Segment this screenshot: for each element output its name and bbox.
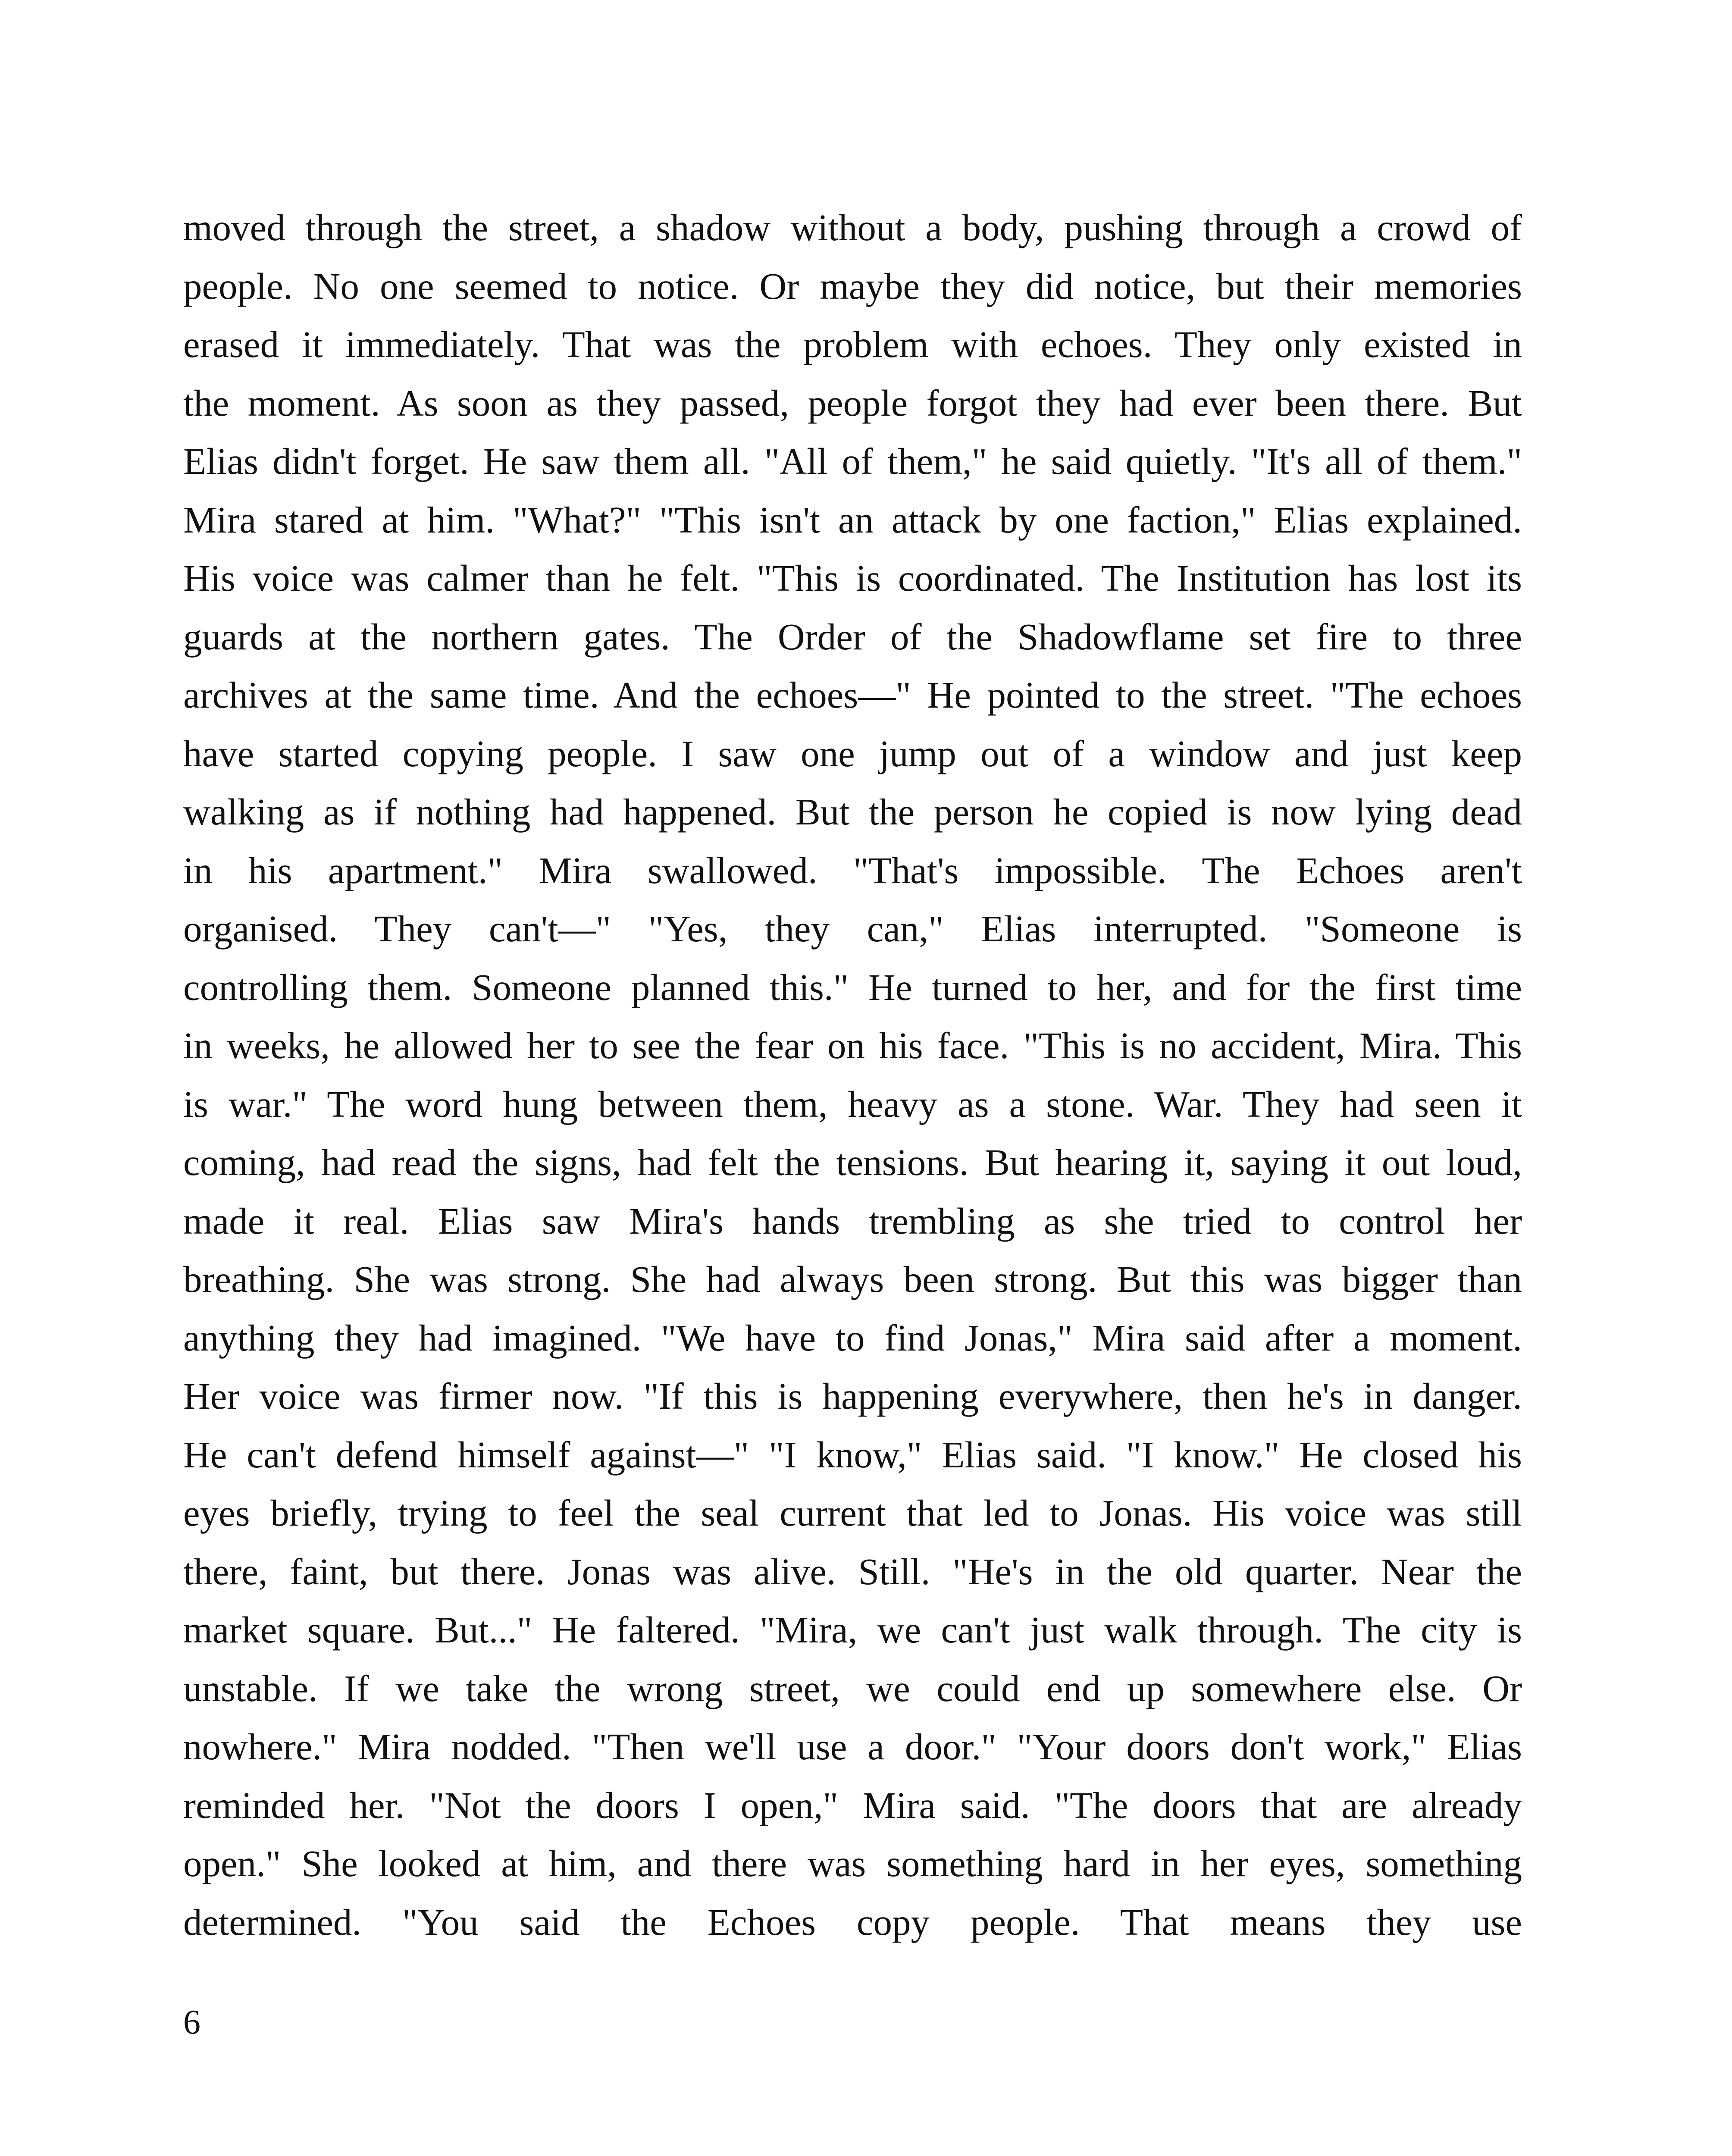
- text-line: there, faint, but there. Jonas was alive. Still. "He's in the old quarter. Near the: [183, 1550, 1522, 1592]
- text-line: open." She looked at him, and there was something hard in her eyes, something: [183, 1843, 1522, 1884]
- text-line: His voice was calmer than he felt. "This is coordinated. The Institution has lost its: [183, 557, 1522, 599]
- text-line: Mira stared at him. "What?" "This isn't an attack by one faction," Elias explained.: [183, 498, 1522, 541]
- text-line: nowhere." Mira nodded. "Then we'll use a door." "Your doors don't work," Elias: [183, 1726, 1522, 1767]
- text-line: determined. "You said the Echoes copy people. That means they use: [183, 1901, 1522, 1943]
- text-line: moved through the street, a shadow without a body, pushing through a crowd of: [183, 207, 1522, 248]
- text-line: walking as if nothing had happened. But the person he copied is now lying dead: [183, 791, 1522, 833]
- text-line: in his apartment." Mira swallowed. "That's impossible. The Echoes aren't: [183, 849, 1522, 891]
- text-line: guards at the northern gates. The Order of the Shadowflame set fire to three: [183, 615, 1522, 658]
- text-line: breathing. She was strong. She had always been strong. But this was bigger than: [183, 1258, 1522, 1300]
- text-line: the moment. As soon as they passed, people forgot they had ever been there. But: [183, 382, 1522, 424]
- text-line: unstable. If we take the wrong street, we could end up somewhere else. Or: [183, 1667, 1522, 1709]
- text-line: market square. But..." He faltered. "Mira, we can't just walk through. The city is: [183, 1609, 1522, 1651]
- text-line: anything they had imagined. "We have to find Jonas," Mira said after a moment.: [183, 1316, 1522, 1359]
- text-line: Her voice was firmer now. "If this is happening everywhere, then he's in danger.: [183, 1375, 1522, 1417]
- text-line: archives at the same time. And the echoes—" He pointed to the street. "The echoes: [183, 674, 1522, 716]
- text-line: organised. They can't—" "Yes, they can," Elias interrupted. "Someone is: [183, 908, 1522, 950]
- body-text: [183, 198, 1522, 1951]
- page-number: 6: [183, 2003, 200, 2041]
- text-line: have started copying people. I saw one jump out of a window and just keep: [183, 732, 1522, 774]
- text-line: reminded her. "Not the doors I open," Mira said. "The doors that are already: [183, 1784, 1522, 1826]
- text-line: controlling them. Someone planned this." He turned to her, and for the first time: [183, 966, 1522, 1008]
- text-line: erased it immediately. That was the problem with echoes. They only existed in: [183, 323, 1522, 365]
- text-line: made it real. Elias saw Mira's hands trembling as she tried to control her: [183, 1200, 1522, 1242]
- text-line: coming, had read the signs, had felt the tensions. But hearing it, saying it out loud,: [183, 1141, 1522, 1183]
- text-line: in weeks, he allowed her to see the fear on his face. "This is no accident, Mira. This: [183, 1025, 1522, 1066]
- text-line: eyes briefly, trying to feel the seal current that led to Jonas. His voice was still: [183, 1492, 1522, 1534]
- text-line: Elias didn't forget. He saw them all. "All of them," he said quietly. "It's all of them.": [183, 440, 1522, 482]
- text-line: people. No one seemed to notice. Or maybe they did notice, but their memories: [183, 265, 1522, 307]
- text-line: is war." The word hung between them, heavy as a stone. War. They had seen it: [183, 1083, 1522, 1125]
- text-line: He can't defend himself against—" "I know," Elias said. "I know." He closed his: [183, 1433, 1522, 1476]
